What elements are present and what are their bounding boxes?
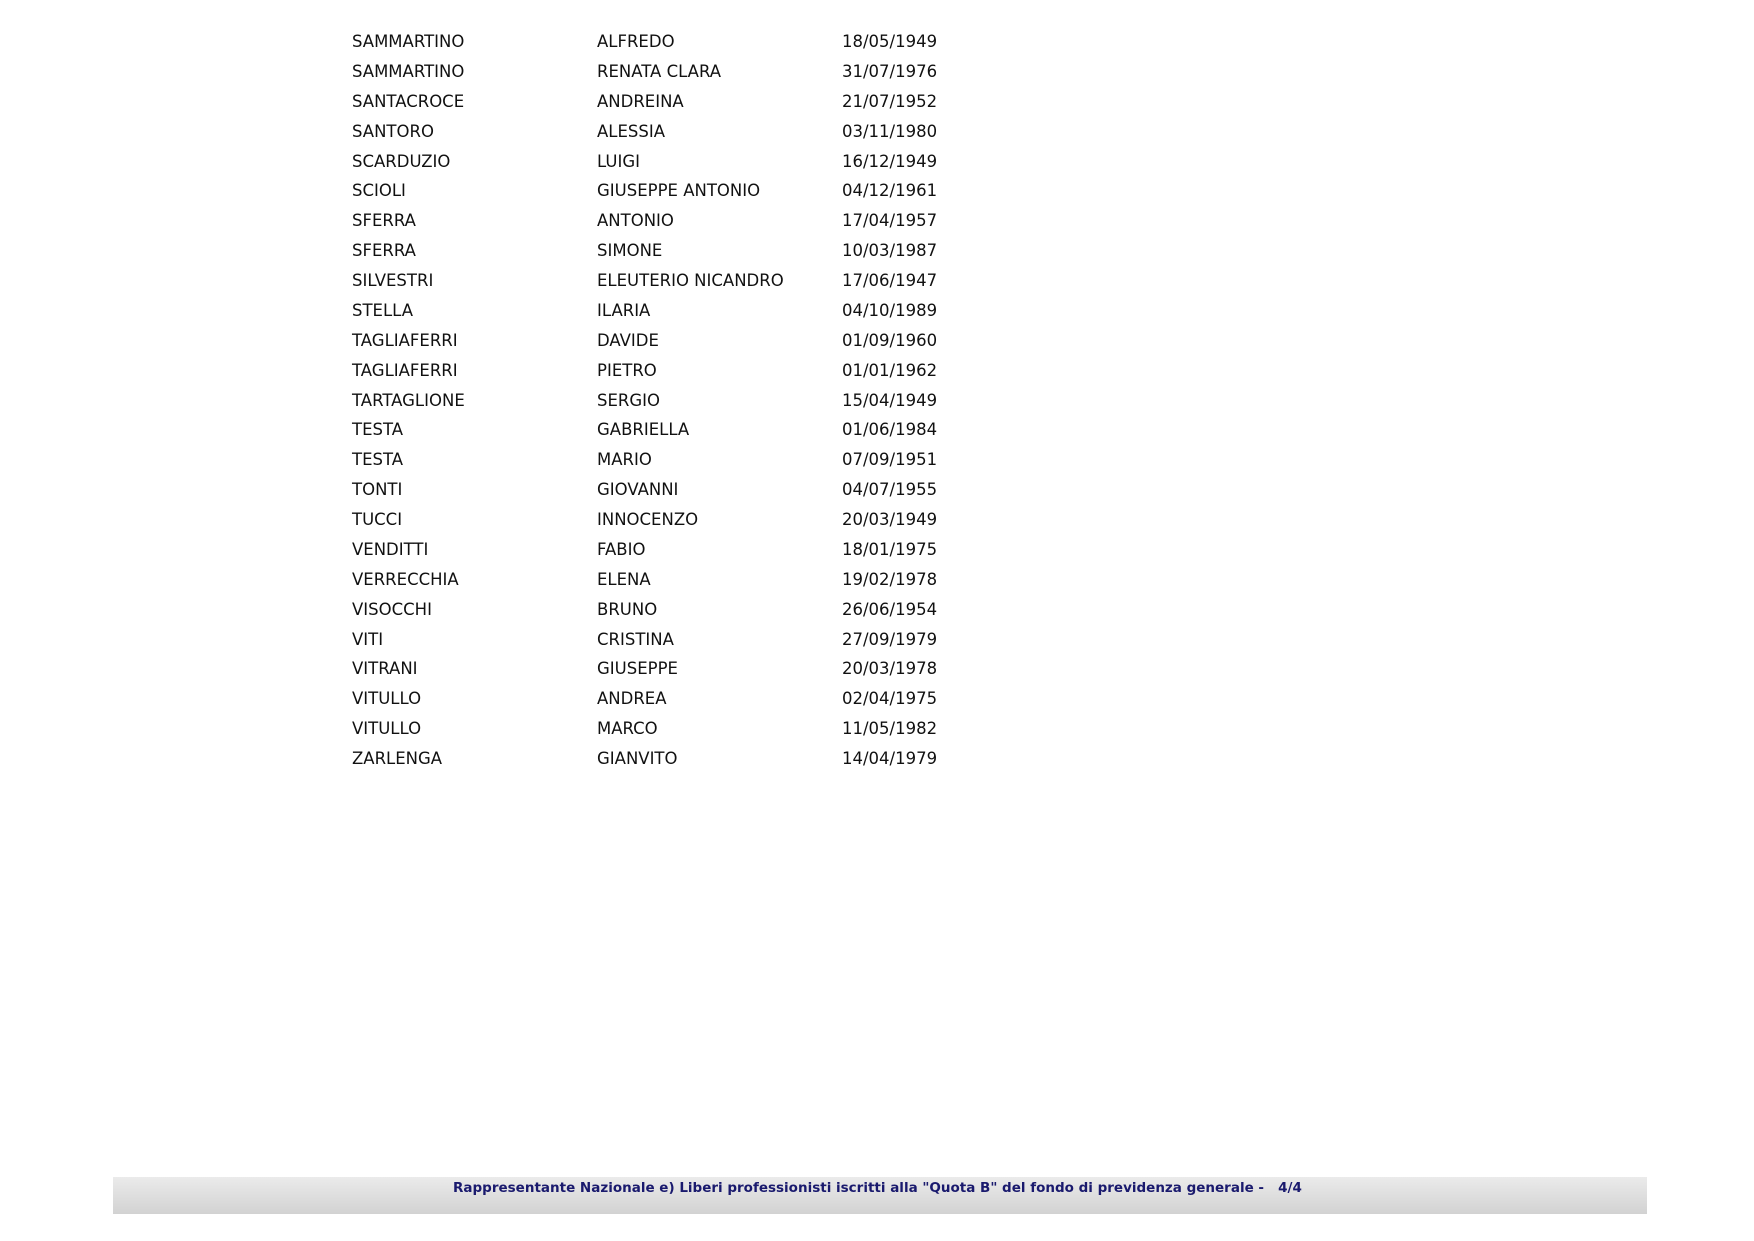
birth-date: 03/11/1980 [842, 121, 938, 141]
birth-date: 17/04/1957 [842, 211, 938, 231]
birth-date: 04/10/1989 [842, 300, 938, 320]
footer-text: Rappresentante Nazionale e) Liberi professionisti iscritti alla "Quota B" del fondo di previdenza generale - 4/4 [453, 1180, 1302, 1196]
surname: VISOCCHI [352, 599, 432, 619]
surname: VENDITTI [352, 539, 429, 559]
first-name: FABIO [597, 539, 646, 559]
surname: TAGLIAFERRI [352, 360, 458, 380]
birth-date: 26/06/1954 [842, 599, 938, 619]
first-name: GIUSEPPE [597, 659, 678, 679]
surname: SAMMARTINO [352, 32, 465, 51]
first-name: DAVIDE [597, 330, 659, 350]
first-name: PIETRO [597, 360, 657, 380]
birth-date: 16/12/1949 [842, 151, 938, 171]
first-name: BRUNO [597, 599, 658, 619]
surname: ZARLENGA [352, 749, 443, 768]
surname: SANTACROCE [352, 91, 465, 111]
surname: VITI [352, 629, 384, 649]
surname: STELLA [352, 300, 414, 320]
surname: TAGLIAFERRI [352, 330, 458, 350]
first-name: ANDREINA [597, 91, 684, 111]
first-name: SIMONE [597, 241, 663, 261]
page-footer [113, 1177, 1647, 1214]
first-name: ALFREDO [597, 32, 675, 51]
first-name: ELEUTERIO NICANDRO [597, 271, 784, 290]
first-name: GIOVANNI [597, 480, 679, 500]
birth-date: 19/02/1978 [842, 569, 938, 589]
surname: TONTI [352, 480, 403, 500]
birth-date: 17/06/1947 [842, 271, 938, 290]
birth-date: 18/01/1975 [842, 539, 938, 559]
birth-date: 31/07/1976 [842, 61, 938, 81]
first-name: CRISTINA [597, 629, 674, 649]
birth-date: 27/09/1979 [842, 629, 938, 649]
birth-date: 07/09/1951 [842, 450, 938, 470]
first-name: SERGIO [597, 390, 661, 410]
surname: TESTA [352, 420, 404, 440]
surname: SFERRA [352, 241, 416, 261]
surname: VITRANI [352, 659, 418, 679]
first-name: ALESSIA [597, 121, 666, 141]
first-name: LUIGI [597, 151, 640, 171]
surname: TUCCI [352, 510, 403, 529]
birth-date: 18/05/1949 [842, 32, 938, 51]
first-name: ANDREA [597, 689, 667, 709]
surname: SCARDUZIO [352, 151, 451, 171]
birth-date: 01/01/1962 [842, 360, 938, 380]
birth-date: 01/06/1984 [842, 420, 938, 440]
birth-date: 10/03/1987 [842, 241, 938, 261]
birth-date: 04/12/1961 [842, 181, 938, 201]
surname: TARTAGLIONE [352, 390, 465, 410]
surname: SFERRA [352, 211, 416, 231]
surname: VITULLO [352, 689, 422, 709]
surname: SILVESTRI [352, 271, 434, 290]
first-name: MARCO [597, 719, 658, 739]
first-name: GABRIELLA [597, 420, 690, 440]
surname: SAMMARTINO [352, 61, 465, 81]
first-name: RENATA CLARA [597, 61, 722, 81]
surname: TESTA [352, 450, 404, 470]
birth-date: 02/04/1975 [842, 689, 938, 709]
first-name: ELENA [597, 569, 651, 589]
first-name: GIANVITO [597, 749, 678, 768]
first-name: ILARIA [597, 300, 651, 320]
surname: VITULLO [352, 719, 422, 739]
birth-date: 04/07/1955 [842, 480, 938, 500]
first-name: ANTONIO [597, 211, 674, 231]
first-name: INNOCENZO [597, 510, 699, 529]
birth-date: 21/07/1952 [842, 91, 938, 111]
birth-date: 20/03/1949 [842, 510, 938, 529]
first-name: MARIO [597, 450, 652, 470]
birth-date: 01/09/1960 [842, 330, 938, 350]
birth-date: 14/04/1979 [842, 749, 938, 768]
surname: SANTORO [352, 121, 434, 141]
first-name: GIUSEPPE ANTONIO [597, 181, 761, 201]
birth-date: 15/04/1949 [842, 390, 938, 410]
birth-date: 20/03/1978 [842, 659, 938, 679]
birth-date: 11/05/1982 [842, 719, 938, 739]
surname: VERRECCHIA [352, 569, 459, 589]
surname: SCIOLI [352, 181, 406, 201]
